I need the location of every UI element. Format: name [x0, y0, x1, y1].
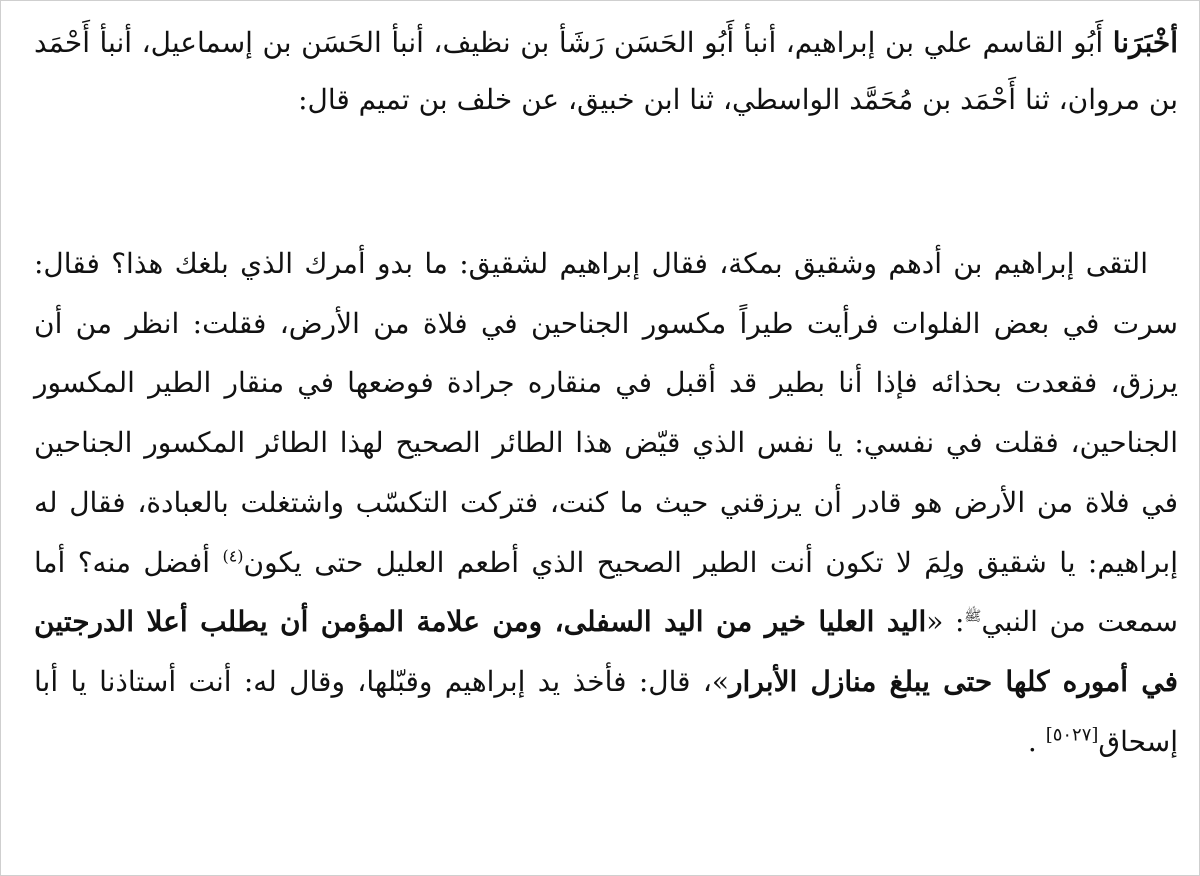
isnad-chain: أَبُو القاسم علي بن إبراهيم، أنبأ أَبُو الحَسَن رَشَأ بن نظيف، أنبأ الحَسَن بن إسماعيل، أنبأ أَحْمَد بن مروان، ثنا أَحْمَد بن مُحَمَّد الواسطي، ثنا ابن خبيق، عن خلف بن تميم قال:: [34, 26, 1178, 116]
hadith-open: : «: [926, 605, 965, 639]
hadith-close: »، قال: فأخذ يد إبراهيم وقبّلها، وقال له: أنت أستاذنا يا أبا إسحاق: [34, 664, 1178, 758]
narration-paragraph: [34, 234, 1178, 771]
isnad-lead-word: أخْبَرَنا: [1112, 26, 1179, 59]
hadith-text: اليد العليا خير من اليد السفلى، ومن علامة المؤمن أن يطلب أعلا الدرجتين في أموره كلها حتى يبلغ منازل الأبرار: [34, 605, 1178, 698]
isnad-paragraph: [34, 14, 1178, 128]
footnote-marker: (٤): [222, 546, 244, 566]
end-period: .: [1027, 724, 1037, 758]
honorific-symbol: ﷺ: [964, 608, 982, 625]
source-reference: [٥٠٢٧]: [1045, 724, 1099, 746]
narration-continuation: أفضل منه؟ أما سمعت من النبي: [34, 545, 1178, 639]
narration-intro: التقى إبراهيم بن أدهم وشقيق بمكة، فقال إبراهيم لشقيق: ما بدو أمرك الذي بلغك هذا؟ فقال: سرت في بعض الفلوات فرأيت طيراً مكسور الجناحين في فلاة من الأرض، فقلت: انظر من أن يرزق، فقعدت بحذائه فإذا أنا بطير قد أقبل في منقاره جرادة فوضعها في منقار الطير المكسور الجناحين، فقلت في نفسي: يا نفس الذي قيّض هذا الطائر الصحيح لهذا الطائر المكسور الجناحين في فلاة من الأرض هو قادر أن يرزقني حيث ما كنت، فتركت التكسّب واشتغلت بالعبادة، فقال له إبراهيم: يا شقيق ولِمَ لا تكون أنت الطير الصحيح الذي أطعم العليل حتى يكون: [34, 247, 1178, 579]
